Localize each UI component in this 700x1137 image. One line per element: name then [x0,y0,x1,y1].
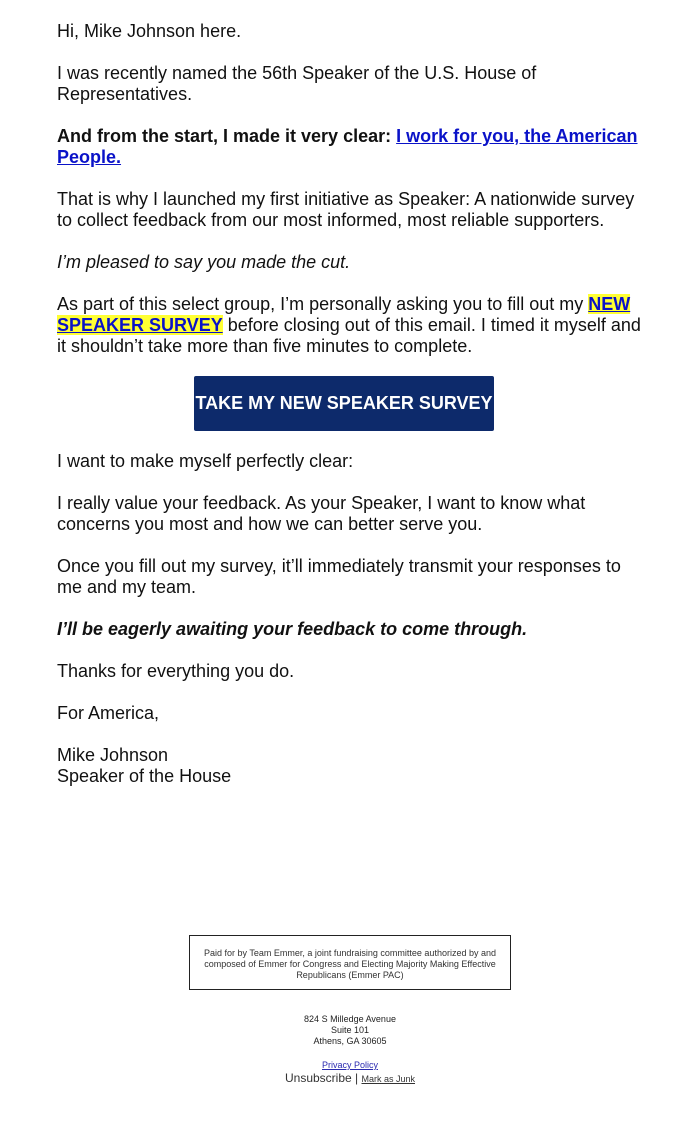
american-people-link[interactable]: I work for you, the American People. [57,126,638,167]
greeting: Hi, Mike Johnson here. [57,21,242,41]
address-line-2: Suite 101 [330,1025,370,1035]
transmit-paragraph: Once you fill out my survey, it’ll immediately transmit your responses to me and my team. [57,556,621,597]
footer-links [230,1059,470,1086]
commitment-paragraph [57,126,647,168]
mailing-address [250,1014,450,1047]
perfectly-clear-paragraph: I want to make myself perfectly clear: [57,451,354,471]
footer-separator: | [351,1071,362,1085]
signature [57,745,647,787]
initiative-paragraph: That is why I launched my first initiative as Speaker: A nationwide survey to collect feedback from our most informed, most reliable supporters. [57,189,635,230]
value-feedback-paragraph: I really value your feedback. As your Speaker, I want to know what concerns you most and how we can better serve you. [57,493,586,534]
survey-request-after: before closing out of this email. I timed it myself and it shouldn’t take more than five minutes to complete. [57,315,641,356]
intro-paragraph: I was recently named the 56th Speaker of the U.S. House of Representatives. [57,63,537,104]
address-line-3: Athens, GA 30605 [313,1036,387,1046]
address-line-1: 824 S Milledge Avenue [304,1014,396,1024]
new-speaker-survey-link[interactable]: NEW SPEAKER SURVEY [57,294,631,335]
unsubscribe-link[interactable]: Unsubscribe [284,1071,352,1085]
signature-title: Speaker of the House [57,766,232,786]
survey-request-paragraph [57,294,647,357]
survey-request-before: As part of this select group, I’m personally asking you to fill out my [57,294,589,314]
thanks-paragraph: Thanks for everything you do. [57,661,295,681]
signature-name: Mike Johnson [57,745,169,765]
take-survey-button[interactable]: TAKE MY NEW SPEAKER SURVEY [194,376,494,431]
email-body [57,21,647,808]
cta-container [57,376,647,431]
made-the-cut-paragraph: I’m pleased to say you made the cut. [57,252,351,272]
closing: For America, [57,703,160,723]
unsubscribe-row [230,1071,470,1086]
privacy-policy-link[interactable]: Privacy Policy [321,1060,378,1070]
awaiting-feedback-paragraph: I’ll be eagerly awaiting your feedback to come through. [57,619,528,639]
paid-for-disclaimer: Paid for by Team Emmer, a joint fundraising committee authorized by and composed of Emmer for Congress and Electing Majority Making Effective Republicans (Emmer PAC) [189,935,511,990]
commitment-bold-text: And from the start, I made it very clear: [57,126,397,146]
mark-as-junk-link[interactable]: Mark as Junk [361,1074,416,1084]
